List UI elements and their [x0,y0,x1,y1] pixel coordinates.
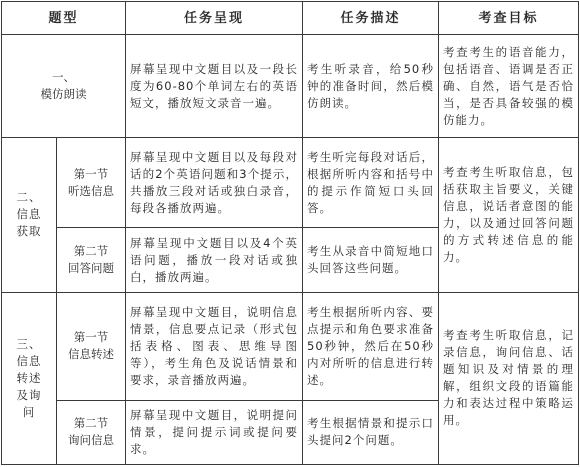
header-target: 考查目标 [439,2,579,35]
row-info-listening [2,138,579,228]
exam-format-table [1,1,579,465]
target-info-acquisition: 考查考生听取信息，包括获取主旨要义，关键信息，说话者意图的能力，以及通过回答问题的方式转述信息的能力。 [439,138,579,292]
label-inquire-info: 第二节 询问信息 [57,400,126,464]
header-description: 任务描述 [303,2,439,35]
presentation-listen-select: 屏幕呈现中文题目以及每段对话的2个英语问题和3个提示，共播放三段对话或独白录音，每段各播放两遍。 [126,138,303,228]
label-info-retelling: 第一节 信息转述 [57,292,126,400]
presentation-inquire-info: 屏幕呈现中文题目，说明提问情景，提问提示词或提问要求。 [126,400,303,464]
description-imitation-reading: 考生听录音，给50秒钟的准备时间，然后模仿朗读。 [303,35,439,138]
description-info-retelling: 考生根据所听内容、要点提示和角色要求准备50秒钟，然后在50秒内对所听的信息进行转述。 [303,292,439,400]
header-type: 题型 [2,2,126,35]
presentation-answer-questions: 屏幕呈现中文题目以及4个英语问题，播放一段对话或独白，播放两遍。 [126,228,303,292]
target-imitation-reading: 考查考生的语音能力，包括语音、语调是否正确、自然，语气是否恰当，是否具备较强的模仿能力。 [439,35,579,138]
section-info-acquisition: 二、 信息 获取 [2,138,57,292]
presentation-info-retelling: 屏幕呈现中文题目，说明信息情景，信息要点记录（形式包括表格、图表、思维导图等），考生角色及说话情景和要求，录音播放两遍。 [126,292,303,400]
description-answer-questions: 考生从录音中简短地口头回答这些问题。 [303,228,439,292]
header-row [2,2,579,35]
presentation-imitation-reading: 屏幕呈现中文题目以及一段长度为60-80个单词左右的英语短文，播放短文录音一遍。 [126,35,303,138]
type-imitation-reading: 一、 模仿朗读 [2,35,126,138]
description-listen-select: 考生听完每段对话后，根据所听内容和括号中的提示作简短口头回答。 [303,138,439,228]
target-retell-inquire: 考查考生听取信息，记录信息，询问信息、话题知识及对情景的理解，组织文段的语篇能力和表达过程中策略运用。 [439,292,579,464]
label-answer-questions: 第二节 回答问题 [57,228,126,292]
section-retell-inquire: 三、 信息 转述 及询 问 [2,292,57,464]
header-presentation: 任务呈现 [126,2,303,35]
row-info-retelling [2,292,579,400]
row-imitation-reading [2,35,579,138]
label-listen-select: 第一节 听选信息 [57,138,126,228]
description-inquire-info: 考生根据情景和提示口头提问2个问题。 [303,400,439,464]
